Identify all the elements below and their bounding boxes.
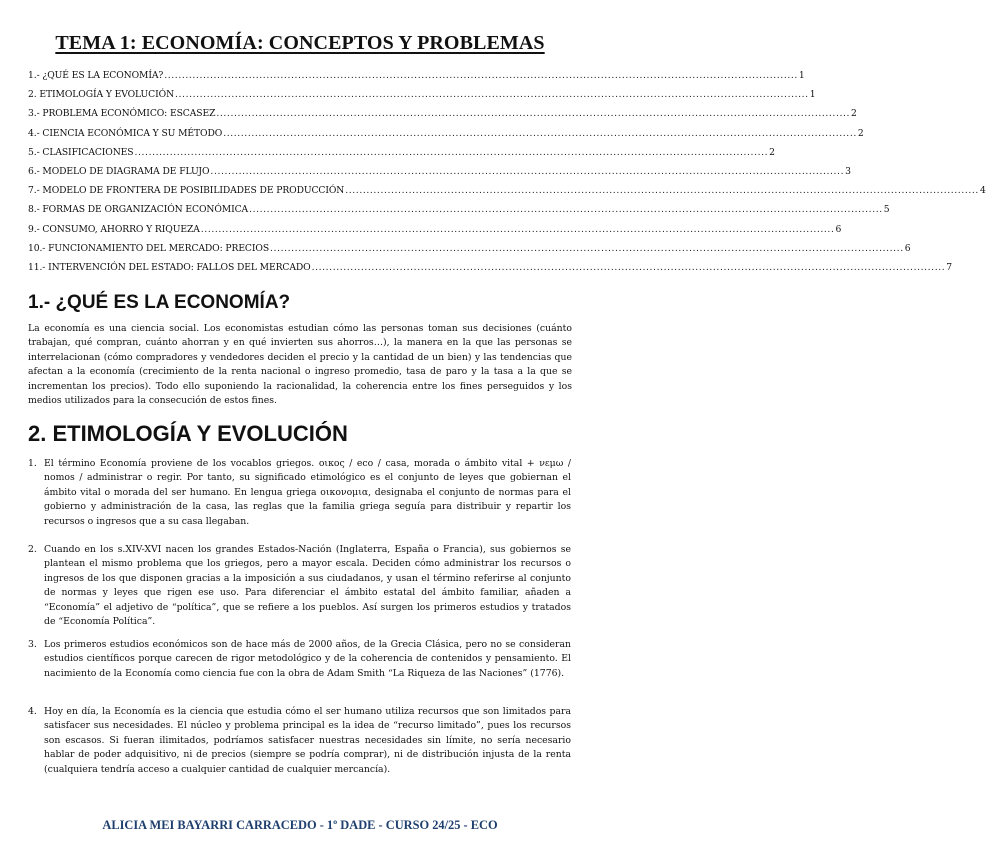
toc-entry-page: 4 bbox=[979, 185, 986, 197]
toc-entry[interactable] bbox=[28, 85, 816, 104]
toc-entry-label: 10.- FUNCIONAMIENTO DEL MERCADO: PRECIOS bbox=[28, 242, 270, 254]
table-of-contents bbox=[28, 66, 986, 277]
toc-entry[interactable] bbox=[28, 124, 864, 143]
toc-entry-label: 4.- CIENCIA ECONÓMICA Y SU MÉTODO bbox=[28, 127, 223, 139]
document-title: TEMA 1: ECONOMÍA: CONCEPTOS Y PROBLEMAS bbox=[55, 32, 545, 54]
toc-leader-dots: .................................................................................................................................................................................... bbox=[345, 185, 979, 197]
toc-entry-label: 8.- FORMAS DE ORGANIZACIÓN ECONÓMICA bbox=[28, 204, 249, 216]
toc-leader-dots: .................................................................................................................................................................................... bbox=[175, 89, 809, 101]
list-item-number: 4. bbox=[28, 706, 37, 717]
list-item-number: 3. bbox=[28, 639, 37, 650]
toc-entry-page: 1 bbox=[798, 70, 805, 81]
toc-entry-page: 1 bbox=[809, 89, 816, 101]
toc-entry[interactable] bbox=[28, 143, 776, 162]
toc-entry[interactable] bbox=[28, 162, 851, 181]
toc-entry[interactable] bbox=[28, 220, 842, 239]
toc-entry[interactable] bbox=[28, 258, 953, 277]
toc-entry[interactable] bbox=[28, 239, 911, 258]
toc-entry[interactable] bbox=[28, 200, 890, 219]
toc-entry[interactable] bbox=[28, 104, 857, 123]
toc-entry-page: 7 bbox=[946, 261, 953, 273]
toc-entry-page: 3 bbox=[845, 165, 851, 177]
toc-leader-dots: .................................................................................................................................................................................... bbox=[249, 204, 883, 216]
toc-entry-label: 3.- PROBLEMA ECONÓMICO: ESCASEZ bbox=[28, 108, 216, 120]
toc-entry-page: 2 bbox=[851, 108, 857, 120]
toc-entry[interactable] bbox=[28, 66, 805, 85]
page-footer: ALICIA MEI BAYARRI CARRACEDO - 1º DADE - CURSO 24/25 - ECO bbox=[102, 818, 498, 832]
toc-leader-dots: .................................................................................................................................................................................... bbox=[134, 146, 769, 158]
toc-entry-page: 2 bbox=[857, 127, 864, 139]
section-1-heading: 1.- ¿QUÉ ES LA ECONOMÍA? bbox=[28, 292, 291, 313]
toc-entry[interactable] bbox=[28, 181, 986, 200]
toc-entry-label: 9.- CONSUMO, AHORRO Y RIQUEZA bbox=[28, 223, 200, 235]
toc-leader-dots: .................................................................................................................................................................................... bbox=[200, 223, 835, 235]
list-item-number: 1. bbox=[28, 458, 37, 469]
section-1-paragraph: La economía es una ciencia social. Los economistas estudian cómo las personas toman sus decisiones (cuánto trabajan, qué compran, cuánto ahorran y en qué invierten sus ahorros…), la manera en la que las personas se interrelacionan (cómo compradores y vendedores deciden el precio y la cantidad de un bien) y las tendencias que afectan a la economía (crecimiento de la renta nacional o ingreso promedio, tasa de paro y la tasa a la que se incrementan los precios). Todo ello suponiendo la racionalidad, la coherencia entre los fines perseguidos y los medios utilizados para la consecución de estos fines. bbox=[28, 323, 572, 407]
list-item-text: Cuando en los s.XIV-XVI nacen los grandes Estados-Nación (Inglaterra, España o Francia), sus gobiernos se plantean el mismo problema que los griegos, pero a mayor escala. Deciden cómo administrar los recursos o ingresos de los que disponen gracias a la imposición a sus ciudadanos, y usan el término referirse al conjunto de normas y leyes que rigen ese uso. Para diferenciar el ámbito estatal del ámbito familiar, añaden a “Economía” el adjetivo de “política”, que se refiere a los pueblos. Así surgen los primeros estudios y tratados de “Economía Política”. bbox=[44, 544, 571, 628]
toc-leader-dots: .................................................................................................................................................................................... bbox=[210, 165, 845, 177]
toc-entry-label: 7.- MODELO DE FRONTERA DE POSIBILIDADES DE PRODUCCIÓN bbox=[28, 185, 345, 197]
toc-entry-label: 2. ETIMOLOGÍA Y EVOLUCIÓN bbox=[28, 89, 175, 101]
toc-entry-page: 6 bbox=[835, 223, 842, 235]
toc-leader-dots: .................................................................................................................................................................................... bbox=[223, 127, 857, 139]
list-item-text: El término Economía proviene de los vocablos griegos. οικος / eco / casa, morada o ámbito vital + νεμω / nomos / administrar o regir. Por tanto, su significado etimológico es el conjunto de leyes que gobiernan el ámbito vital o morada del ser humano. En lengua griega οικονομια, designaba el conjunto de normas para el gobierno y administración de la casa, las reglas que la familia griega seguía para distribuir y repartir los recursos o ingresos que a su casa llegaban. bbox=[44, 458, 571, 527]
list-item-number: 2. bbox=[28, 544, 37, 555]
toc-entry-label: 6.- MODELO DE DIAGRAMA DE FLUJO bbox=[28, 165, 210, 177]
toc-leader-dots: .................................................................................................................................................................................... bbox=[216, 108, 851, 120]
toc-leader-dots: .................................................................................................................................................................................... bbox=[270, 242, 904, 254]
toc-entry-label: 1.- ¿QUÉ ES LA ECONOMÍA? bbox=[28, 70, 164, 81]
list-item-text: Los primeros estudios económicos son de hace más de 2000 años, de la Grecia Clásica, pero no se consideran estudios científicos porque carecen de rigor metodológico y de la coherencia de contenidos y pensamiento. El nacimiento de la Economía como ciencia fue con la obra de Adam Smith “La Riqueza de las Naciones” (1776). bbox=[44, 639, 571, 679]
section-2-heading: 2. ETIMOLOGÍA Y EVOLUCIÓN bbox=[28, 421, 348, 446]
toc-entry-label: 5.- CLASIFICACIONES bbox=[28, 146, 134, 158]
toc-entry-label: 11.- INTERVENCIÓN DEL ESTADO: FALLOS DEL MERCADO bbox=[28, 261, 311, 273]
toc-leader-dots: .................................................................................................................................................................................... bbox=[164, 70, 798, 81]
list-item-text: Hoy en día, la Economía es la ciencia que estudia cómo el ser humano utiliza recursos que son limitados para satisfacer sus necesidades. El núcleo y problema principal es la idea de “recurso limitado”, pues los recursos son escasos. Si fueran ilimitados, podríamos satisfacer nuestras necesidades sin límite, no sería necesario hablar de poder adquisitivo, ni de precios (siempre se podría comprar), ni de distribución injusta de la renta (cualquiera tendría acceso a cualquier cantidad de cualquier mercancía). bbox=[44, 706, 571, 775]
toc-leader-dots: .................................................................................................................................................................................... bbox=[311, 261, 946, 273]
toc-entry-page: 2 bbox=[769, 146, 776, 158]
toc-entry-page: 6 bbox=[904, 242, 911, 254]
toc-entry-page: 5 bbox=[883, 204, 890, 216]
